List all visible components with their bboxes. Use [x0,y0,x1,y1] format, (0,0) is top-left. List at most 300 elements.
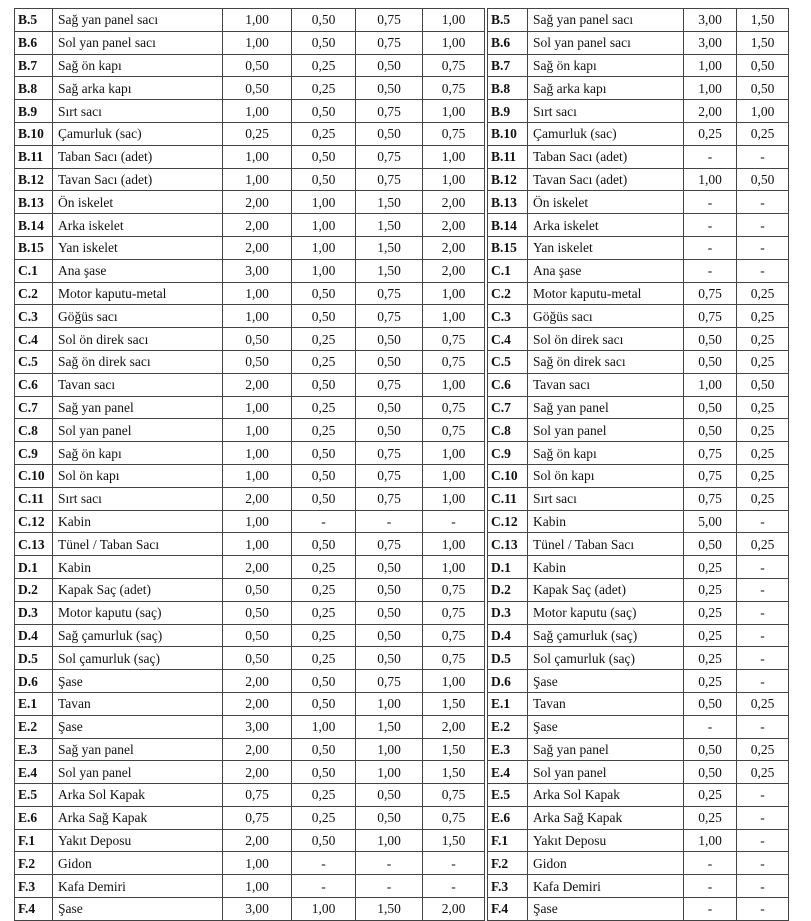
value-cell: 1,00 [423,373,485,396]
item-code-cell: E.3 [488,738,528,761]
value-cell: 0,50 [223,624,292,647]
table-row [15,9,485,32]
table-row [488,761,789,784]
item-name-cell: Sol ön kapı [53,464,223,487]
value-cell: 2,00 [423,259,485,282]
item-name-cell: Şase [528,898,684,921]
value-cell: 1,00 [292,259,356,282]
item-code-cell: C.5 [488,350,528,373]
value-cell: 2,00 [223,191,292,214]
value-cell: 0,50 [356,647,423,670]
item-name-cell: Yan iskelet [53,236,223,259]
table-row [488,77,789,100]
value-cell: 2,00 [223,670,292,693]
value-cell: 1,00 [223,305,292,328]
value-cell: 0,75 [684,282,737,305]
value-cell: 1,00 [223,31,292,54]
value-cell: - [356,875,423,898]
value-cell: 0,50 [684,328,737,351]
value-cell: 1,00 [684,77,737,100]
value-cell: 1,00 [356,692,423,715]
value-cell: 0,25 [684,806,737,829]
value-cell: - [684,236,737,259]
table-row [488,875,789,898]
value-cell: 0,75 [423,624,485,647]
table-row [488,806,789,829]
value-cell: 0,25 [223,122,292,145]
value-cell: 0,75 [356,145,423,168]
value-cell: 2,00 [684,100,737,123]
item-name-cell: Ön iskelet [53,191,223,214]
value-cell: 1,00 [223,442,292,465]
item-code-cell: E.4 [15,761,53,784]
item-name-cell: Şase [53,898,223,921]
value-cell: 1,00 [292,214,356,237]
item-code-cell: C.7 [15,396,53,419]
value-cell: 0,75 [423,122,485,145]
value-cell: 0,75 [356,487,423,510]
value-cell: 0,25 [292,601,356,624]
value-cell: 0,50 [292,692,356,715]
table-row [15,898,485,921]
item-name-cell: Arka Sol Kapak [528,784,684,807]
value-cell: 0,50 [223,647,292,670]
value-cell: 1,00 [423,487,485,510]
item-code-cell: B.13 [15,191,53,214]
value-cell: 0,75 [423,806,485,829]
value-cell: 0,50 [737,373,789,396]
value-cell: 0,50 [356,396,423,419]
item-name-cell: Tünel / Taban Sacı [528,533,684,556]
value-cell: 2,00 [423,214,485,237]
table-row [15,122,485,145]
item-code-cell: B.10 [15,122,53,145]
item-name-cell: Çamurluk (sac) [53,122,223,145]
item-code-cell: E.2 [15,715,53,738]
table-row [488,100,789,123]
item-name-cell: Sağ çamurluk (saç) [53,624,223,647]
value-cell: 0,25 [684,601,737,624]
value-cell: 1,00 [223,145,292,168]
item-code-cell: E.1 [15,692,53,715]
value-cell: 0,25 [737,122,789,145]
item-code-cell: D.1 [488,556,528,579]
item-name-cell: Tünel / Taban Sacı [53,533,223,556]
value-cell: 0,50 [292,168,356,191]
value-cell: 0,50 [684,533,737,556]
item-code-cell: E.3 [15,738,53,761]
value-cell: 1,00 [423,305,485,328]
value-cell: 0,25 [737,692,789,715]
value-cell: 0,75 [356,464,423,487]
value-cell: 2,00 [223,692,292,715]
value-cell: 0,25 [737,419,789,442]
item-code-cell: B.11 [15,145,53,168]
table-row [488,191,789,214]
item-name-cell: Motor kaputu-metal [528,282,684,305]
value-cell: 2,00 [423,191,485,214]
table-row [488,829,789,852]
table-row [15,487,485,510]
value-cell: 1,00 [223,464,292,487]
item-name-cell: Sırt sacı [53,487,223,510]
value-cell: 1,00 [292,191,356,214]
value-cell: 1,00 [423,282,485,305]
value-cell: 0,25 [737,442,789,465]
item-code-cell: B.9 [488,100,528,123]
value-cell: 0,25 [737,328,789,351]
value-cell: - [356,852,423,875]
item-code-cell: C.6 [15,373,53,396]
table-row [15,784,485,807]
value-cell: 1,00 [423,9,485,32]
value-cell: - [356,510,423,533]
table-row [488,54,789,77]
value-cell: 0,25 [292,350,356,373]
value-cell: 0,50 [292,9,356,32]
table-row [15,77,485,100]
value-cell: - [684,191,737,214]
value-cell: 1,50 [356,715,423,738]
item-name-cell: Yakıt Deposu [528,829,684,852]
value-cell: - [684,145,737,168]
value-cell: 1,00 [223,510,292,533]
item-name-cell: Sol çamurluk (saç) [528,647,684,670]
table-row [15,806,485,829]
value-cell: - [737,214,789,237]
item-name-cell: Sol yan panel [53,419,223,442]
value-cell: 1,50 [356,898,423,921]
value-cell: 1,00 [737,100,789,123]
value-cell: 0,25 [684,556,737,579]
value-cell: 1,00 [292,236,356,259]
value-cell: 0,25 [292,784,356,807]
value-cell: 1,00 [423,533,485,556]
table-row [15,578,485,601]
item-code-cell: D.2 [15,578,53,601]
value-cell: 1,00 [356,829,423,852]
item-name-cell: Kabin [528,510,684,533]
table-row [488,373,789,396]
table-row [488,168,789,191]
value-cell: 0,50 [356,556,423,579]
item-code-cell: C.13 [488,533,528,556]
item-name-cell: Tavan sacı [528,373,684,396]
item-name-cell: Taban Sacı (adet) [528,145,684,168]
value-cell: 0,25 [292,806,356,829]
item-name-cell: Sol ön direk sacı [53,328,223,351]
value-cell: - [684,214,737,237]
item-code-cell: C.9 [15,442,53,465]
item-name-cell: Kapak Saç (adet) [53,578,223,601]
item-name-cell: Sol yan panel [528,761,684,784]
value-cell: 1,00 [423,442,485,465]
item-code-cell: E.5 [15,784,53,807]
item-name-cell: Sırt sacı [528,100,684,123]
value-cell: 1,00 [223,852,292,875]
value-cell: 0,25 [737,305,789,328]
value-cell: 0,50 [684,350,737,373]
value-cell: 1,00 [356,761,423,784]
value-cell: 0,50 [356,806,423,829]
value-cell: 3,00 [223,715,292,738]
item-code-cell: C.7 [488,396,528,419]
right-table-body [488,9,789,921]
table-row [488,738,789,761]
table-row [15,191,485,214]
table-row [15,464,485,487]
value-cell: 1,00 [223,419,292,442]
value-cell: - [737,624,789,647]
left-table-body [15,9,485,921]
value-cell: 0,50 [223,54,292,77]
item-name-cell: Kabin [53,556,223,579]
value-cell: 1,50 [356,214,423,237]
item-code-cell: C.8 [488,419,528,442]
value-cell: 0,50 [292,829,356,852]
value-cell: 2,00 [223,738,292,761]
item-code-cell: F.4 [15,898,53,921]
item-code-cell: F.3 [488,875,528,898]
value-cell: 1,00 [684,373,737,396]
value-cell: 2,00 [223,829,292,852]
value-cell: 1,50 [423,738,485,761]
table-row [15,715,485,738]
value-cell: - [737,556,789,579]
item-name-cell: Arka iskelet [53,214,223,237]
item-code-cell: D.5 [488,647,528,670]
item-code-cell: B.13 [488,191,528,214]
item-code-cell: D.1 [15,556,53,579]
item-name-cell: Sağ ön kapı [528,442,684,465]
item-name-cell: Şase [528,670,684,693]
table-row [488,214,789,237]
value-cell: 0,50 [292,487,356,510]
value-cell: 1,00 [223,168,292,191]
value-cell: - [737,784,789,807]
value-cell: 0,25 [737,533,789,556]
item-name-cell: Şase [53,670,223,693]
item-code-cell: D.3 [15,601,53,624]
table-row [488,533,789,556]
item-name-cell: Yan iskelet [528,236,684,259]
value-cell: 0,25 [684,784,737,807]
value-cell: - [684,852,737,875]
left-price-table [14,8,485,921]
item-name-cell: Arka iskelet [528,214,684,237]
item-code-cell: B.6 [15,31,53,54]
value-cell: 0,25 [684,578,737,601]
item-code-cell: B.10 [488,122,528,145]
item-name-cell: Tavan Sacı (adet) [53,168,223,191]
value-cell: 0,75 [684,487,737,510]
item-name-cell: Sağ yan panel [53,738,223,761]
value-cell: 0,50 [356,419,423,442]
value-cell: - [423,852,485,875]
value-cell: 0,75 [356,9,423,32]
value-cell: 0,50 [292,145,356,168]
item-name-cell: Tavan [53,692,223,715]
value-cell: 0,25 [737,464,789,487]
item-code-cell: B.6 [488,31,528,54]
item-code-cell: C.2 [15,282,53,305]
value-cell: 0,75 [356,670,423,693]
value-cell: 0,25 [292,647,356,670]
value-cell: 0,50 [292,738,356,761]
value-cell: 1,50 [737,31,789,54]
item-name-cell: Sırt sacı [53,100,223,123]
table-row [488,419,789,442]
table-row [15,510,485,533]
table-row [488,715,789,738]
value-cell: 1,00 [292,898,356,921]
item-code-cell: E.6 [488,806,528,829]
value-cell: - [737,875,789,898]
item-code-cell: C.9 [488,442,528,465]
item-code-cell: B.8 [15,77,53,100]
table-row [15,670,485,693]
item-code-cell: C.3 [15,305,53,328]
value-cell: 1,50 [356,259,423,282]
table-row [488,510,789,533]
item-code-cell: C.3 [488,305,528,328]
value-cell: 0,25 [737,396,789,419]
item-name-cell: Sol ön kapı [528,464,684,487]
value-cell: 0,25 [292,419,356,442]
value-cell: 0,50 [292,670,356,693]
value-cell: 0,50 [292,282,356,305]
item-name-cell: Gidon [53,852,223,875]
table-row [488,898,789,921]
value-cell: 0,75 [423,77,485,100]
item-name-cell: Sağ yan panel sacı [528,9,684,32]
value-cell: 2,00 [423,715,485,738]
value-cell: 0,25 [737,350,789,373]
item-code-cell: C.11 [488,487,528,510]
value-cell: - [423,875,485,898]
value-cell: 0,50 [292,305,356,328]
value-cell: 1,00 [356,738,423,761]
item-name-cell: Ana şase [53,259,223,282]
table-row [15,373,485,396]
value-cell: 2,00 [223,373,292,396]
item-name-cell: Göğüs sacı [528,305,684,328]
value-cell: - [684,898,737,921]
value-cell: 0,50 [356,77,423,100]
value-cell: 0,25 [684,670,737,693]
value-cell: 1,00 [423,556,485,579]
value-cell: - [684,715,737,738]
value-cell: 0,50 [356,578,423,601]
value-cell: - [737,601,789,624]
table-row [15,305,485,328]
value-cell: 0,25 [737,487,789,510]
value-cell: 1,50 [423,829,485,852]
value-cell: 0,75 [423,601,485,624]
table-row [15,282,485,305]
item-name-cell: Sırt sacı [528,487,684,510]
value-cell: - [737,145,789,168]
value-cell: 2,00 [423,898,485,921]
value-cell: 0,75 [423,647,485,670]
value-cell: 0,75 [423,328,485,351]
value-cell: 0,25 [737,738,789,761]
value-cell: - [292,510,356,533]
value-cell: 1,00 [223,533,292,556]
value-cell: 0,50 [292,761,356,784]
item-code-cell: E.2 [488,715,528,738]
item-name-cell: Sol çamurluk (saç) [53,647,223,670]
table-row [488,350,789,373]
table-row [15,168,485,191]
item-code-cell: E.5 [488,784,528,807]
value-cell: 1,00 [423,464,485,487]
item-name-cell: Sağ ön direk sacı [53,350,223,373]
table-row [488,145,789,168]
item-code-cell: E.1 [488,692,528,715]
value-cell: 2,00 [223,487,292,510]
item-name-cell: Tavan [528,692,684,715]
value-cell: 0,75 [356,533,423,556]
value-cell: 1,00 [223,100,292,123]
table-row [15,350,485,373]
value-cell: 0,25 [737,282,789,305]
value-cell: 0,50 [223,328,292,351]
table-row [15,442,485,465]
table-row [488,442,789,465]
value-cell: 0,50 [737,168,789,191]
item-name-cell: Sağ ön direk sacı [528,350,684,373]
table-row [488,624,789,647]
table-row [488,670,789,693]
item-name-cell: Sağ yan panel [528,738,684,761]
value-cell: - [684,259,737,282]
value-cell: 2,00 [223,761,292,784]
item-name-cell: Sağ yan panel [53,396,223,419]
item-name-cell: Arka Sağ Kapak [528,806,684,829]
table-row [15,31,485,54]
value-cell: 0,75 [356,442,423,465]
item-code-cell: F.2 [488,852,528,875]
value-cell: 1,00 [684,168,737,191]
table-row [15,601,485,624]
item-code-cell: C.11 [15,487,53,510]
value-cell: 0,50 [684,419,737,442]
value-cell: 0,50 [684,761,737,784]
value-cell: - [737,715,789,738]
item-code-cell: F.1 [488,829,528,852]
item-code-cell: F.2 [15,852,53,875]
item-code-cell: B.11 [488,145,528,168]
item-name-cell: Sağ ön kapı [53,54,223,77]
item-code-cell: D.4 [488,624,528,647]
value-cell: 1,00 [292,715,356,738]
table-row [15,145,485,168]
value-cell: - [737,852,789,875]
item-name-cell: Sağ arka kapı [53,77,223,100]
value-cell: 0,75 [356,305,423,328]
item-name-cell: Sağ ön kapı [53,442,223,465]
value-cell: 0,50 [356,624,423,647]
item-name-cell: Motor kaputu-metal [53,282,223,305]
item-name-cell: Sağ ön kapı [528,54,684,77]
table-row [15,328,485,351]
value-cell: 0,50 [684,692,737,715]
value-cell: 0,75 [423,54,485,77]
value-cell: 0,75 [684,464,737,487]
item-name-cell: Sol yan panel sacı [53,31,223,54]
value-cell: 1,00 [223,396,292,419]
